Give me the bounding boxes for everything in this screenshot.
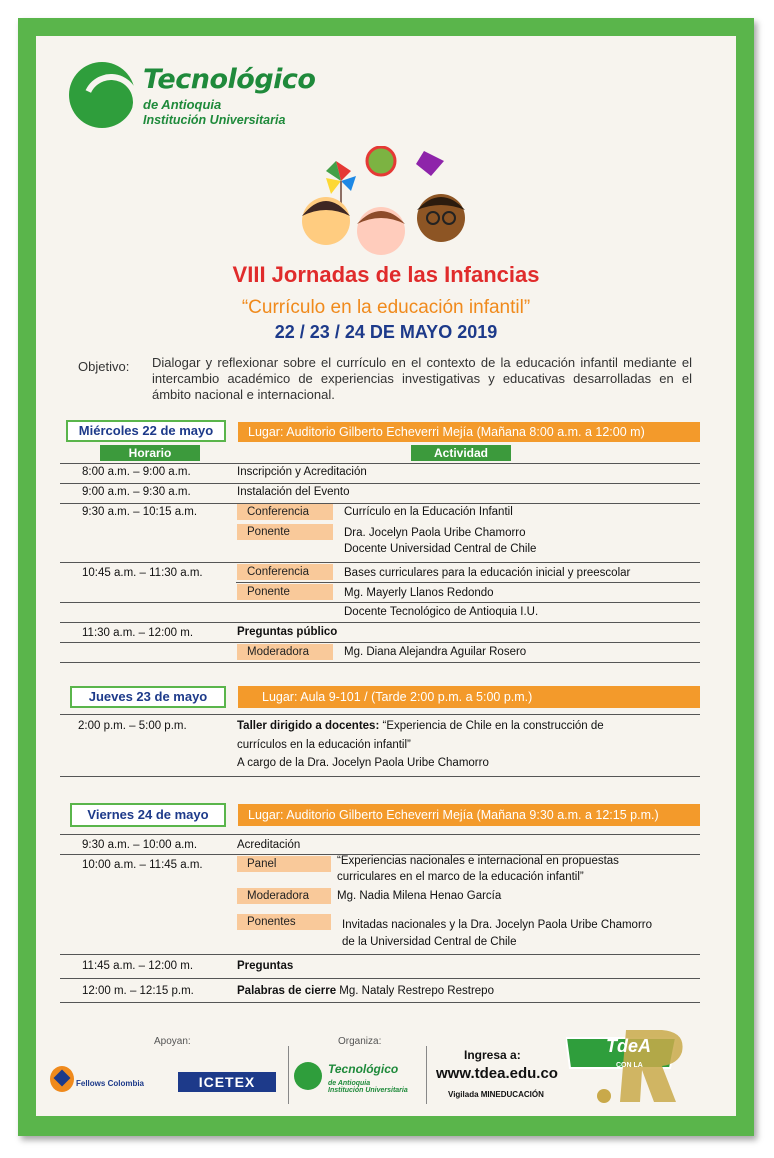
- badge-subtext: CON LA: [616, 1062, 643, 1069]
- time: 10:45 a.m. – 11:30 a.m.: [82, 567, 203, 579]
- tag-ponente: Ponente: [237, 584, 333, 600]
- icetex-logo: ICETEX: [178, 1072, 276, 1092]
- tag-ponentes: Ponentes: [237, 914, 331, 930]
- divider: [60, 776, 700, 777]
- tdea-logo: [69, 62, 369, 132]
- objective-text: Dialogar y reflexionar sobre el currículo en el contexto de la educación infantil mediante el intercambio académico de experiencias investigativas y educativas desarrolladas en el ámbito nacional e internacional.: [152, 355, 692, 402]
- time: 11:30 a.m. – 12:00 m.: [82, 627, 194, 639]
- badge-text: TdeA: [606, 1036, 651, 1056]
- divider: [60, 714, 700, 715]
- activity: Preguntas público: [237, 626, 338, 638]
- divider: [288, 1046, 289, 1104]
- divider: [60, 662, 700, 663]
- divider: [60, 622, 700, 623]
- divider: [60, 978, 700, 979]
- time: 10:00 a.m. – 11:45 a.m.: [82, 859, 203, 871]
- divider: [60, 483, 700, 484]
- logo-line2: de Antioquia: [143, 97, 222, 112]
- divider: [60, 463, 700, 464]
- tag-moderadora: Moderadora: [237, 888, 331, 904]
- activity: Inscripción y Acreditación: [237, 466, 367, 478]
- activity: Instalación del Evento: [237, 486, 350, 498]
- tag-ponente: Ponente: [237, 524, 333, 540]
- tag-panel: Panel: [237, 856, 331, 872]
- divider: [426, 1046, 427, 1104]
- activity: Currículo en la Educación Infantil: [344, 506, 513, 518]
- fellows-colombia-logo-icon: [50, 1066, 74, 1092]
- divider: [60, 602, 700, 603]
- activity: Acreditación: [237, 839, 301, 851]
- speaker: Mg. Mayerly Llanos Redondo: [344, 587, 494, 599]
- workshop-title-cont: currículos en la educación infantil”: [237, 739, 411, 751]
- tdea-logo-mark-icon: [294, 1062, 322, 1090]
- website-link[interactable]: www.tdea.edu.co: [436, 1065, 558, 1082]
- time: 8:00 a.m. – 9:00 a.m.: [82, 466, 191, 478]
- activity: Preguntas: [237, 960, 294, 972]
- moderator: Mg. Nadia Milena Henao García: [337, 890, 502, 902]
- ball-icon: [367, 147, 395, 175]
- event-title: VIII Jornadas de las Infancias: [232, 262, 540, 287]
- closing-label: Palabras de cierre: [237, 985, 337, 997]
- speaker: Dra. Jocelyn Paola Uribe Chamorro: [344, 527, 526, 539]
- activity: Bases curriculares para la educación inicial y preescolar: [344, 567, 631, 579]
- panel-title-cont: curriculares en el marco de la educación infantil”: [337, 871, 584, 883]
- event-subtitle: “Currículo en la educación infantil”: [241, 297, 531, 318]
- closing: [237, 984, 494, 999]
- ingresa-label: Ingresa a:: [464, 1048, 521, 1062]
- poster: [36, 36, 736, 1116]
- time: 9:00 a.m. – 9:30 a.m.: [82, 486, 191, 498]
- tdea-logo-mark-icon: [69, 62, 135, 128]
- divider: [60, 642, 700, 643]
- event-dates: 22 / 23 / 24 DE MAYO 2019: [274, 322, 498, 342]
- closing-speaker: Mg. Nataly Restrepo Restrepo: [339, 985, 494, 997]
- divider: [60, 503, 700, 504]
- panel-title: “Experiencias nacionales e internacional en propuestas: [337, 855, 619, 867]
- workshop-label: Taller dirigido a docentes:: [237, 720, 380, 732]
- divider: [60, 562, 700, 563]
- day3-venue: Lugar: Auditorio Gilberto Echeverri Mejía (Mañana 9:30 a.m. a 12:15 p.m.): [238, 804, 700, 826]
- day1-venue: Lugar: Auditorio Gilberto Echeverri Mejía (Mañana 8:00 a.m. a 12:00 m): [238, 422, 700, 442]
- tag-conferencia: Conferencia: [237, 504, 333, 520]
- time: 12:00 m. – 12:15 p.m.: [82, 985, 194, 997]
- tag-conferencia: Conferencia: [237, 564, 333, 580]
- divider: [60, 834, 700, 835]
- divider: [60, 1002, 700, 1003]
- moderator: Mg. Diana Alejandra Aguilar Rosero: [344, 646, 527, 658]
- vigilada-text: Vigilada MINEDUCACIÓN: [448, 1090, 544, 1099]
- speaker-affiliation: Docente Tecnológico de Antioquia I.U.: [344, 606, 539, 618]
- col-horario: Horario: [100, 445, 200, 461]
- children-illustration: [296, 146, 476, 266]
- speaker-affiliation: Docente Universidad Central de Chile: [344, 543, 537, 555]
- divider: [60, 954, 700, 955]
- logo-line1: Tecnológico: [143, 64, 316, 95]
- apoyan-label: Apoyan:: [154, 1036, 191, 1047]
- org-logo-line1: Tecnológico: [328, 1062, 399, 1076]
- day1-label: Miércoles 22 de mayo: [66, 420, 226, 442]
- day3-label: Viernes 24 de mayo: [70, 803, 226, 827]
- kite-icon: [416, 151, 444, 176]
- workshop-host: A cargo de la Dra. Jocelyn Paola Uribe Chamorro: [237, 757, 489, 769]
- col-actividad: Actividad: [411, 445, 511, 461]
- speakers-cont: de la Universidad Central de Chile: [342, 936, 517, 948]
- workshop: [237, 719, 604, 734]
- day2-venue: Lugar: Aula 9-101 / (Tarde 2:00 p.m. a 5:00 p.m.): [238, 686, 700, 708]
- org-logo-line2: de Antioquia: [328, 1080, 371, 1087]
- org-logo-line3: Institución Universitaria: [328, 1087, 408, 1094]
- organiza-label: Organiza:: [338, 1036, 382, 1047]
- workshop-title: “Experiencia de Chile en la construcción de: [379, 720, 604, 732]
- fellows-colombia-text: Fellows Colombia: [76, 1079, 145, 1088]
- time: 11:45 a.m. – 12:00 m.: [82, 960, 194, 972]
- tag-moderadora: Moderadora: [237, 644, 333, 660]
- logo-line3: Institución Universitaria: [143, 113, 286, 127]
- divider: [236, 582, 700, 583]
- speakers: Invitadas nacionales y la Dra. Jocelyn Paola Uribe Chamorro: [342, 919, 653, 931]
- day2-label: Jueves 23 de mayo: [70, 686, 226, 708]
- objective-label: Objetivo:: [78, 359, 130, 374]
- time: 9:30 a.m. – 10:15 a.m.: [82, 506, 198, 518]
- time: 9:30 a.m. – 10:00 a.m.: [82, 839, 198, 851]
- time: 2:00 p.m. – 5:00 p.m.: [78, 720, 187, 732]
